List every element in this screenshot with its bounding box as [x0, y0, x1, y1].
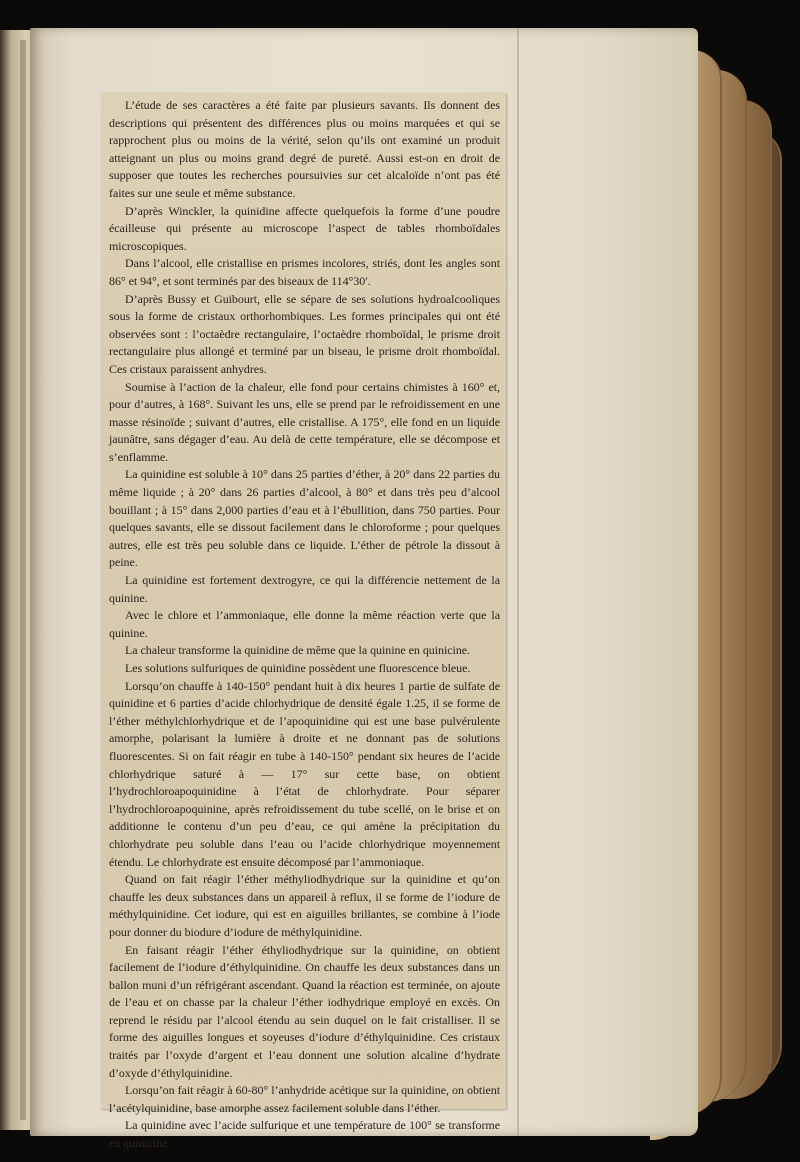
paragraph: Avec le chlore et l’ammoniaque, elle donne la même réaction verte que la quinine. [109, 608, 500, 640]
paragraph: Quand on fait réagir l’éther méthyliodhydrique sur la quinidine et qu’on chauffe les deux substances dans un appareil à reflux, il se forme de l’iodure de méthylquinidine. Cet iodure, qui est en aiguilles brillantes, se combine à l’iode pour donner du biodure d’iodure de méthylquinidine. [109, 872, 500, 939]
paragraph: Soumise à l’action de la chaleur, elle fond pour certains chimistes à 160° et, pour d’autres, à 168°. Suivant les uns, elle se prend par le refroidissement en une masse résinoïde ; suivant d’autres, elle cristallise. A 175°, elle fond en un liquide jaunâtre, sans dégager d’eau. Au delà de cette température, elle se décompose et s’enflamme. [109, 379, 500, 464]
paragraph: L’étude de ses caractères a été faite par plusieurs savants. Ils donnent des descriptions qui présentent des différences plus ou moins marquées et qui se rapprochent plus ou moins de la vérité, selon qu’ils ont examiné un produit atteignant un plus ou moins grand degré de pureté. Aussi est-on en droit de supposer que toutes les recherches poursuivies sur cet alcaloïde n’ont pas été faites sur une seule et même substance. [109, 98, 500, 200]
paragraph: En faisant réagir l’éther éthyliodhydrique sur la quinidine, on obtient facilement de l’iodure d’éthylquinidine. On chauffe les deux substances dans un ballon muni d’un réfrigérant ascendant. Quand la réaction est terminée, on ajoute de l’eau et on chasse par la chaleur l’éther iodhydrique employé en excès. On reprend le résidu par l’alcool étendu au sein duquel on le fait cristalliser. Il se forme des aiguilles longues et soyeuses d’iodure d’éthylquinidine. Ces cristaux traités par l’oxyde d’argent et l’eau donnent une solution alcaline d’hydrate d’oxyde d’éthylquinidine. [109, 942, 500, 1080]
paragraph: La quinidine est fortement dextrogyre, ce qui la différencie nettement de la quinine. [109, 573, 500, 605]
left-page-shadow [20, 40, 26, 1120]
paragraph: Lorsqu’on chauffe à 140-150° pendant huit à dix heures 1 partie de sulfate de quinidine et 6 parties d’acide chlorhydrique de densité égale 1.25, il se forme de l’éther méthylchlorhydrique et de l’apoquinidine qui est une base pulvérulente amorphe, polarisant la lumière à droite et ne donnant pas de solutions fluorescentes. Si on fait réagir en tube à 140-150° pendant six heures de l’acide chlorhydrique saturé à — 17° sur cette base, on obtient l’hydrochloroapoquinidine à l’état de chlorhydrate. Pour séparer l’hydrochloroapoquinine, après refroidissement du tube scellé, on le brise et on additionne le contenu d’un peu d’eau, ce qui amène la précipitation du chlorhydrate peu soluble dans l’eau ou l’acide chlorhydrique moyennement étendu. Le chlorhydrate est ensuite décomposé par l’ammoniaque. [109, 678, 500, 869]
paragraph: La quinidine est soluble à 10° dans 25 parties d’éther, à 20° dans 22 parties du même liquide ; à 20° dans 26 parties d’alcool, à 80° et dans très peu d’alcool bouillant ; à 15° dans 2,000 parties d’eau et à l’ébullition, dans 750 parties. Pour quelques savants, elle se dissout facilement dans le chloroforme ; pour quelques autres, elle est très peu soluble dans ce liquide. L’éther de pétrole la dissout à peine. [109, 467, 500, 570]
newspaper-clipping [101, 93, 506, 1151]
paragraph: D’après Winckler, la quinidine affecte quelquefois la forme d’une poudre écailleuse qui présente au microscope l’aspect de tables rhomboïdales microscopiques. [109, 203, 500, 253]
paragraph: Les solutions sulfuriques de quinidine possèdent une fluorescence bleue. [125, 661, 471, 675]
paragraph: La quinidine avec l’acide sulfurique et une température de 100° se transforme en quinicine. [109, 1118, 500, 1151]
paragraph: Dans l’alcool, elle cristallise en prismes incolores, striés, dont les angles sont 86° et 94°, et sont terminés par des biseaux de 114°30′. [109, 256, 500, 288]
paragraph: D’après Bussy et Guibourt, elle se sépare de ses solutions hydroalcooliques sous la forme de cristaux orthorhombiques. Les formes principales qui ont été observées sont : l’octaèdre rectangulaire, l’octaèdre rhomboïdal, le prisme droit rectangulaire plus allongé et terminé par un biseau, le prisme droit rhomboïdal. Ces cristaux paraissent anhydres. [109, 291, 500, 376]
paragraph: La chaleur transforme la quinidine de même que la quinine en quinicine. [125, 643, 470, 658]
page-margin-rule [517, 28, 519, 1136]
paragraph: Lorsqu’on fait réagir à 60-80° l’anhydride acétique sur la quinidine, on obtient l’acétylquinidine, base amorphe assez facilement soluble dans l’éther. [109, 1083, 500, 1115]
